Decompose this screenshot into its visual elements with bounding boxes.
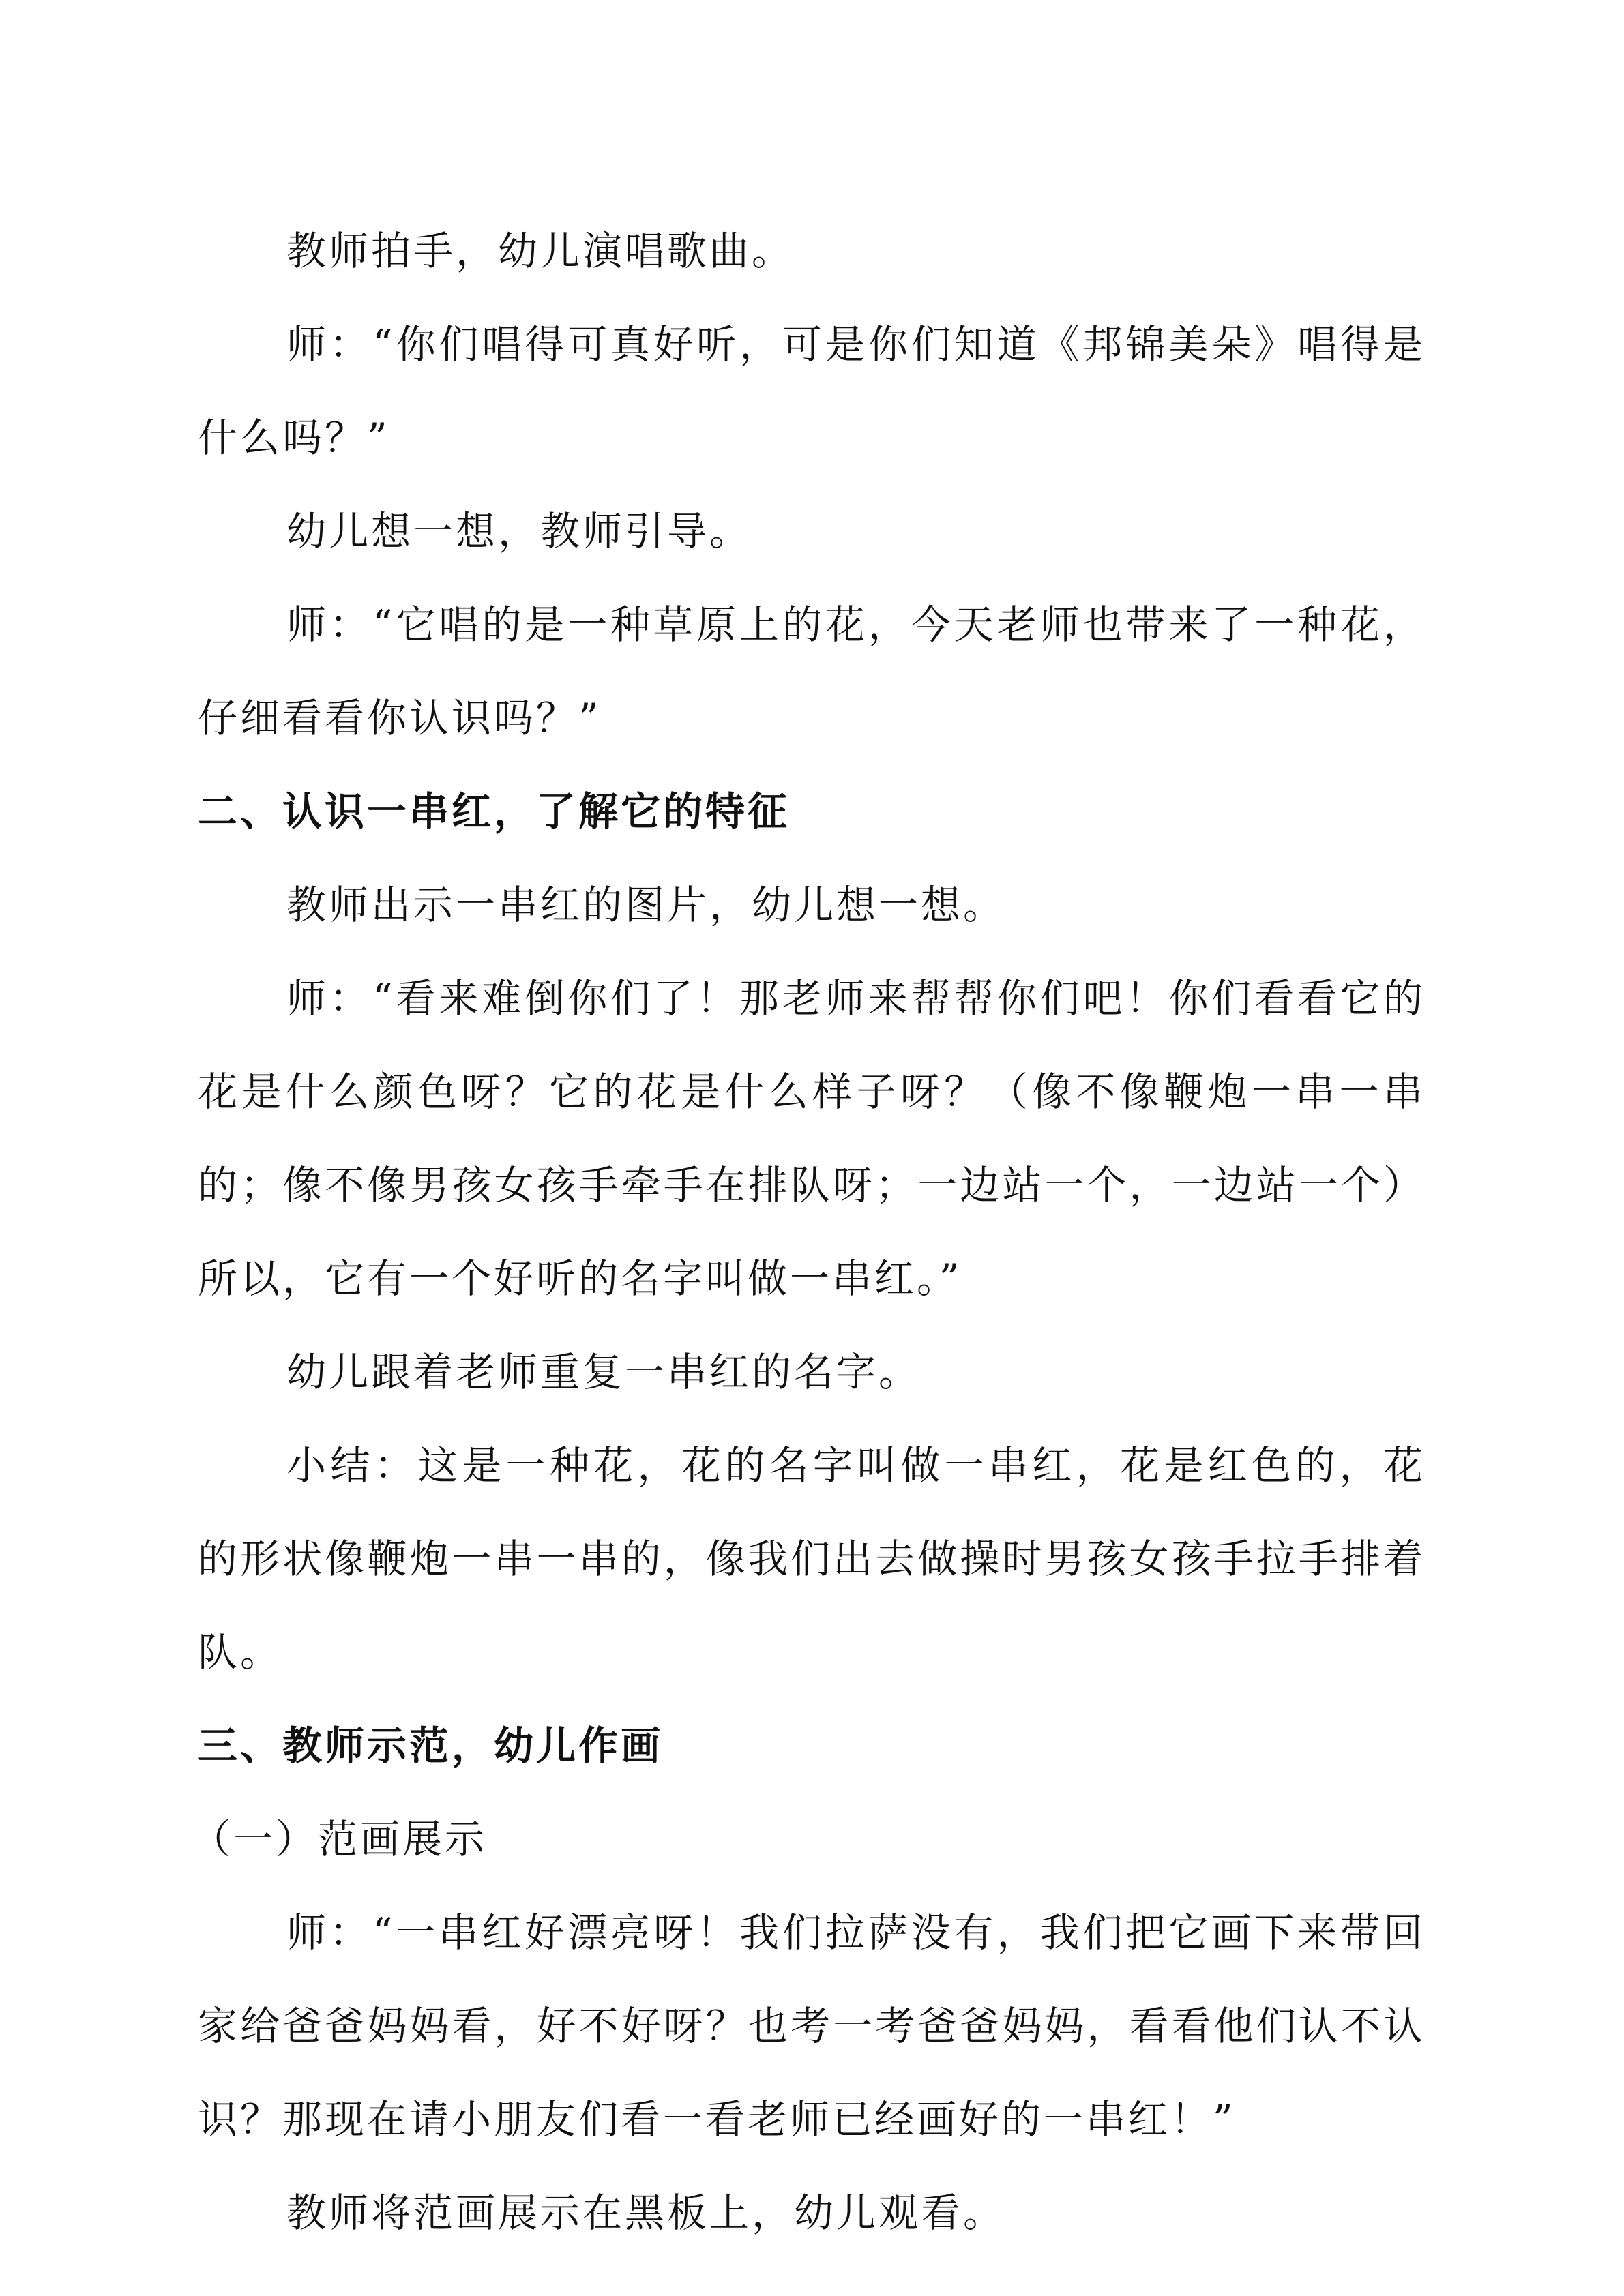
paragraph-teacher-claps: 教师拍手，幼儿演唱歌曲。 [286, 228, 795, 274]
section-heading-3: 三、教师示范，幼儿作画 [198, 1723, 664, 1769]
paragraph-teacher-drawing-intro: 师：“一串红好漂亮呀！我们拉萨没有，我们把它画下来带回家给爸爸妈妈看，好不好呀？也考一考爸爸妈妈，看看他们认不认识？那现在请小朋友们看一看老师已经画好的一串红！” [198, 1909, 1426, 2143]
paragraph-teacher-explains: 师：“看来难倒你们了！那老师来帮帮你们吧！你们看看它的花是什么颜色呀？它的花是什么样子呀？（像不像鞭炮一串一串的；像不像男孩女孩手牵手在排队呀；一边站一个，一边站一个）所以，它有一个好听的名字叫做一串红。” [198, 975, 1426, 1302]
paragraph-summary: 小结：这是一种花，花的名字叫做一串红，花是红色的，花的形状像鞭炮一串一串的，像我们出去做操时男孩女孩手拉手排着队。 [198, 1442, 1426, 1675]
paragraph-teacher-introduces-flower: 师：“它唱的是一种草原上的花，今天老师也带来了一种花，仔细看看你认识吗？” [198, 601, 1426, 741]
paragraph-children-think: 幼儿想一想，教师引导。 [286, 508, 752, 554]
paragraph-show-sample: 教师将范画展示在黑板上，幼儿观看。 [286, 2190, 1006, 2236]
subsection-heading-1: （一）范画展示 [191, 1816, 488, 1862]
paragraph-repeat-name: 幼儿跟着老师重复一串红的名字。 [286, 1349, 921, 1395]
section-heading-2: 二、认识一串红，了解它的特征 [198, 788, 791, 835]
document-body [191, 205, 1426, 2260]
paragraph-show-picture: 教师出示一串红的图片，幼儿想一想。 [286, 882, 1006, 928]
paragraph-teacher-question-song: 师：“你们唱得可真好听，可是你们知道《邦锦美朵》唱得是什么吗？” [198, 321, 1426, 461]
